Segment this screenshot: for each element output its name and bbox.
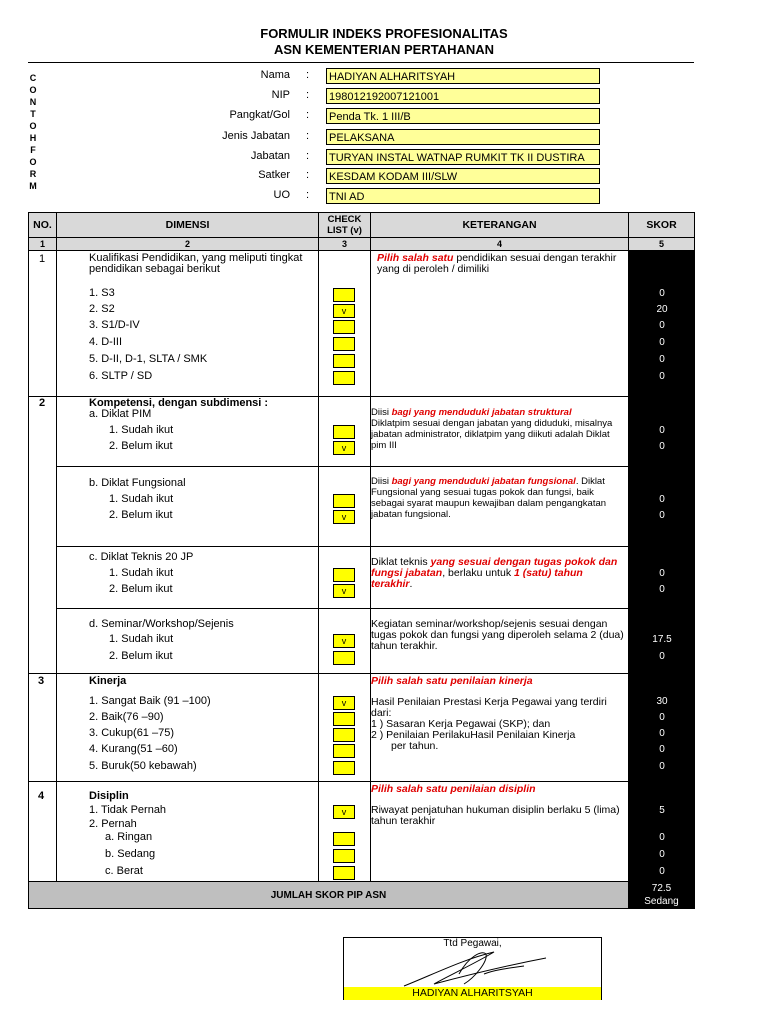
identity-label: Pangkat/Gol	[229, 109, 290, 121]
checkbox[interactable]: v	[333, 510, 355, 524]
identity-colon: :	[306, 130, 310, 142]
total-value: 72.5	[651, 883, 672, 894]
section-note: Kegiatan seminar/workshop/sejenis sesuai dengan tugas pokok dan fungsi yang diperoleh selama 2 (dua) tahun terakhir.	[371, 618, 624, 652]
item-score: 0	[659, 761, 665, 772]
col-num: 2	[57, 238, 319, 251]
checkbox[interactable]	[333, 728, 355, 742]
item-score: 30	[656, 696, 668, 707]
identity-label: Satker	[258, 169, 290, 181]
item-label: 3. S1/D-IV	[89, 319, 140, 331]
col-num: 4	[371, 238, 629, 251]
form-subtitle: ASN KEMENTERIAN PERTAHANAN	[273, 42, 495, 57]
item-label: 5. Buruk(50 kebawah)	[89, 760, 197, 772]
item-label: 4. D-III	[89, 336, 123, 348]
item-score: 0	[659, 371, 665, 382]
item-label: b. Sedang	[105, 848, 156, 860]
col-num: 3	[319, 238, 371, 251]
item-label: a. Ringan	[105, 831, 153, 843]
item-score: 0	[659, 712, 665, 723]
identity-label: NIP	[271, 89, 290, 101]
checkbox[interactable]	[333, 761, 355, 775]
section-title: Kinerja	[89, 675, 127, 687]
item-score: 0	[659, 337, 665, 348]
total-score	[629, 882, 695, 909]
item-score: 0	[659, 866, 665, 877]
identity-value-field[interactable]: PELAKSANA	[326, 129, 600, 145]
item-label: 1. Tidak Pernah	[89, 804, 167, 816]
item-label: 1. S3	[89, 287, 115, 299]
section-note: Pilih salah satu pendidikan sesuai dengan terakhir yang di peroleh / dimiliki	[377, 252, 617, 275]
section-kompetensi-c	[29, 547, 695, 609]
identity-label: Nama	[260, 69, 290, 81]
item-label: 2. Belum ikut	[109, 440, 173, 452]
section-title: Kompetensi, dengan subdimensi :	[89, 397, 269, 409]
total-row	[29, 882, 695, 909]
section-note: Pilih salah satu penilaian kinerja Hasil Penilaian Prestasi Kerja Pegawai yang terdiri dari: 1 ) Sasaran Kerja Pegawai (SKP); dan 2 ) Penilaian PerilakuHasil Penilaian Kinerja per tahun.	[371, 675, 607, 752]
section-pendidikan	[29, 251, 695, 397]
item-label: 1. Sudah ikut	[109, 493, 174, 505]
checkbox[interactable]	[333, 849, 355, 863]
checkbox[interactable]: v	[333, 441, 355, 455]
identity-label: UO	[273, 189, 290, 201]
identity-colon: :	[306, 150, 310, 162]
item-score: 0	[659, 441, 665, 452]
item-label: c. Berat	[105, 865, 143, 877]
item-score: 0	[659, 354, 665, 365]
signature-caption: Ttd Pegawai,	[443, 938, 502, 949]
section-number: 4	[38, 790, 45, 802]
col-num: 5	[629, 238, 695, 251]
checkbox[interactable]	[333, 744, 355, 758]
item-score: 17.5	[652, 634, 672, 645]
checkbox[interactable]	[333, 568, 355, 582]
header-dimensi: DIMENSI	[57, 213, 319, 238]
form-title: FORMULIR INDEKS PROFESIONALITAS	[260, 26, 508, 41]
item-label: 1. Sangat Baik (91 –100)	[89, 695, 211, 707]
item-score: 0	[659, 288, 665, 299]
checkbox[interactable]: v	[333, 634, 355, 648]
header-skor: SKOR	[629, 213, 695, 238]
identity-value-field[interactable]: TNI AD	[326, 188, 600, 204]
section-note: Pilih salah satu penilaian disiplin Riwayat penjatuhan hukuman disiplin berlaku 5 (lima) tahun terakhir	[371, 783, 620, 827]
section-kompetensi-b	[29, 467, 695, 547]
checkbox[interactable]	[333, 288, 355, 302]
column-number-row	[29, 238, 695, 251]
item-label: 2. Belum ikut	[109, 583, 173, 595]
subsection-title: a. Diklat PIM	[89, 408, 152, 420]
checkbox[interactable]	[333, 354, 355, 368]
identity-colon: :	[306, 109, 310, 121]
item-label: 3. Cukup(61 –75)	[89, 727, 174, 739]
item-label: 2. Belum ikut	[109, 650, 173, 662]
checkbox[interactable]	[333, 651, 355, 665]
identity-value-field[interactable]: 198012192007121001	[326, 88, 600, 104]
checkbox[interactable]: v	[333, 805, 355, 819]
item-label: 4. Kurang(51 –60)	[89, 743, 178, 755]
item-label: 2. Belum ikut	[109, 509, 173, 521]
header-no: NO.	[29, 213, 57, 238]
checkbox[interactable]	[333, 866, 355, 880]
item-label: 1. Sudah ikut	[109, 567, 174, 579]
item-label: 2. Pernah	[89, 818, 137, 830]
identity-value-field[interactable]: TURYAN INSTAL WATNAP RUMKIT TK II DUSTIRA	[326, 149, 600, 165]
total-category: Sedang	[644, 896, 679, 907]
identity-value-field[interactable]: Penda Tk. 1 III/B	[326, 108, 600, 124]
col-num: 1	[29, 238, 57, 251]
assessment-table	[28, 212, 695, 909]
signature-scribble-icon	[374, 944, 574, 990]
section-number: 3	[38, 675, 45, 687]
checkbox[interactable]	[333, 337, 355, 351]
checkbox[interactable]	[333, 425, 355, 439]
section-kompetensi-a	[29, 397, 695, 467]
checkbox[interactable]	[333, 494, 355, 508]
section-title: Disiplin	[89, 790, 129, 802]
item-score: 0	[659, 832, 665, 843]
identity-colon: :	[306, 169, 310, 181]
section-number: 2	[39, 397, 46, 409]
item-score: 0	[659, 651, 665, 662]
item-label: 2. Baik(76 –90)	[89, 711, 164, 723]
item-score: 0	[659, 425, 665, 436]
item-label: 1. Sudah ikut	[109, 424, 174, 436]
total-label: JUMLAH SKOR PIP ASN	[29, 882, 629, 909]
item-label: 6. SLTP / SD	[89, 370, 153, 382]
section-note: Diisi bagi yang menduduki jabatan fungsional. Diklat Fungsional yang sesuai tugas pokok dan fungsi, baik sebagai syarat maupun kewajiban dalam pengangkatan jabatan fungsional.	[371, 476, 607, 520]
item-score: 0	[659, 568, 665, 579]
section-disiplin	[29, 782, 695, 882]
checkbox[interactable]: v	[333, 584, 355, 598]
section-note: Diisi bagi yang menduduki jabatan struktural Diklatpim sesuai dengan jabatan yang diduduki, misalnya jabatan administrator, diklatpim yang diikuti adalah Diklat pim III	[371, 407, 613, 451]
item-score: 0	[659, 510, 665, 521]
header-divider	[28, 62, 694, 63]
checkbox[interactable]	[333, 371, 355, 385]
section-kompetensi-d	[29, 609, 695, 674]
identity-colon: :	[306, 89, 310, 101]
identity-colon: :	[306, 189, 310, 201]
identity-colon: :	[306, 69, 310, 81]
item-label: 5. D-II, D-1, SLTA / SMK	[89, 353, 208, 365]
signature-box	[343, 937, 602, 1000]
identity-label: Jenis Jabatan	[222, 130, 290, 142]
identity-value-field[interactable]: KESDAM KODAM III/SLW	[326, 168, 600, 184]
checkbox[interactable]	[333, 832, 355, 846]
checkbox[interactable]: v	[333, 304, 355, 318]
header-checklist: CHECK LIST (v)	[319, 213, 371, 238]
item-label: 1. Sudah ikut	[109, 633, 174, 645]
item-score: 0	[659, 320, 665, 331]
section-number: 1	[39, 253, 46, 265]
identity-label: Jabatan	[250, 150, 290, 162]
item-score: 20	[656, 304, 668, 315]
subsection-title: c. Diklat Teknis 20 JP	[89, 551, 194, 563]
watermark-side-text: C O N T O H F O R M	[29, 73, 37, 191]
checkbox[interactable]	[333, 712, 355, 726]
section-kinerja	[29, 674, 695, 782]
checkbox[interactable]: v	[333, 696, 355, 710]
section-note: Diklat teknis yang sesuai dengan tugas pokok dan fungsi jabatan, berlaku untuk 1 (satu) tahun terakhir.	[371, 556, 618, 590]
table-header-row	[29, 213, 695, 238]
item-score: 0	[659, 849, 665, 860]
item-label: 2. S2	[89, 303, 115, 315]
section-title: Kualifikasi Pendidikan, yang meliputi tingkat pendidikan sebagai berikut	[89, 252, 303, 275]
item-score: 0	[659, 494, 665, 505]
checkbox[interactable]	[333, 320, 355, 334]
item-score: 0	[659, 728, 665, 739]
item-score: 0	[659, 584, 665, 595]
subsection-title: d. Seminar/Workshop/Sejenis	[89, 618, 234, 630]
signature-name: HADIYAN ALHARITSYAH	[344, 987, 601, 1000]
subsection-title: b. Diklat Fungsional	[89, 477, 186, 489]
header-keterangan: KETERANGAN	[371, 213, 629, 238]
item-score: 5	[659, 805, 665, 816]
item-score: 0	[659, 744, 665, 755]
identity-value-field[interactable]: HADIYAN ALHARITSYAH	[326, 68, 600, 84]
